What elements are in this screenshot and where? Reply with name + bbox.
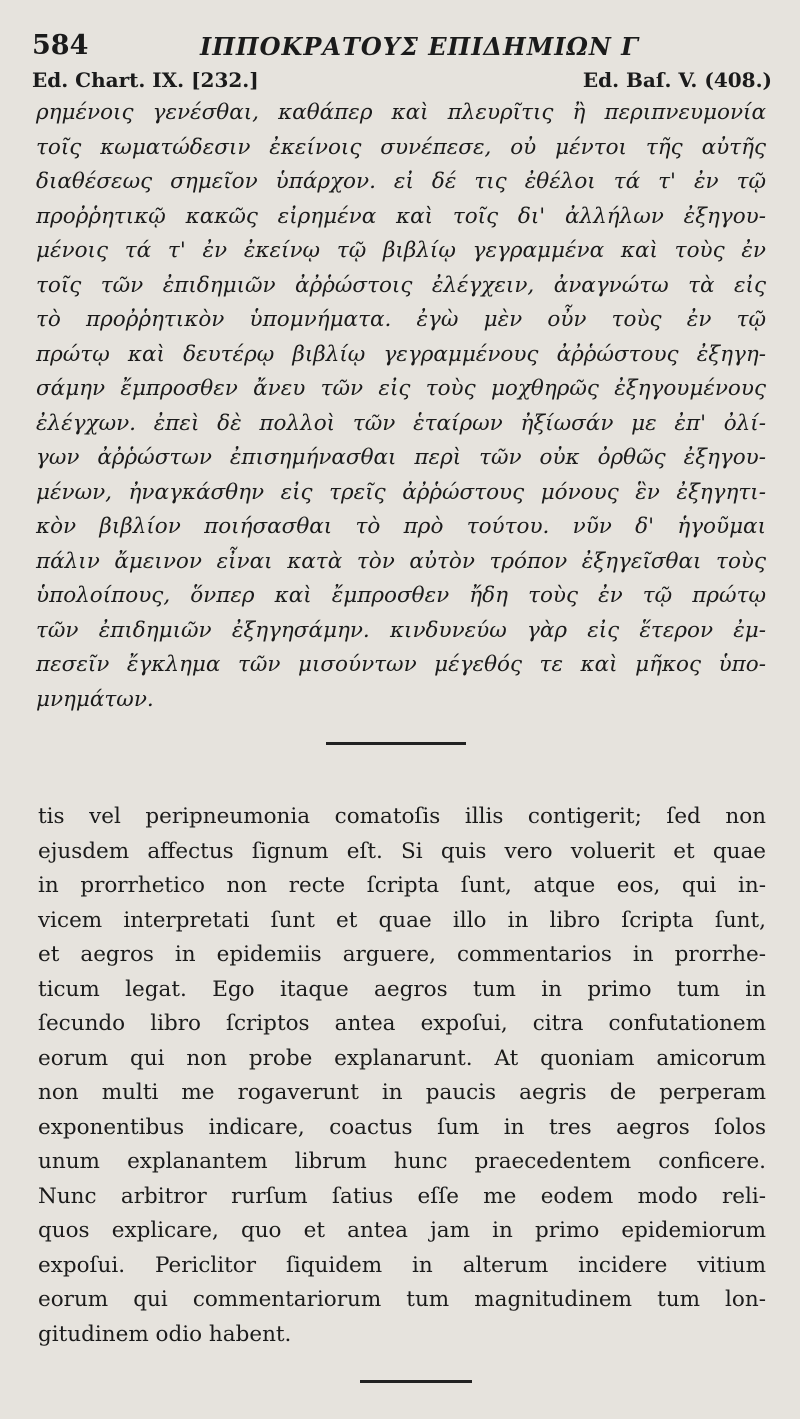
greek-line: τοῖς κωματώδεσιν ἐκείνοις συνέπεσε, οὐ μέντοι τῆς αὐτῆς (36, 134, 766, 160)
latin-line: ſecundo libro ſcriptos antea expoſui, citra confutationem (38, 1011, 766, 1036)
latin-line: exponentibus indicare, coactus ſum in tres aegros ſolos (38, 1114, 766, 1140)
greek-line: προῤῥητικῷ κακῶς εἰρημένα καὶ τοῖς δι' ἀλλήλων ἐξηγου- (36, 203, 766, 229)
latin-line: ejusdem affectus ſignum eſt. Si quis vero voluerit et quae (38, 838, 766, 864)
greek-line: τῶν ἐπιδημιῶν ἐξηγησάμην. κινδυνεύω γὰρ εἰς ἕτερον ἐμ- (36, 617, 766, 643)
latin-line: vicem interpretati ſunt et quae illo in libro ſcripta ſunt, (38, 907, 766, 933)
latin-line: unum explanantem librum hunc praecedentem conficere. (38, 1149, 766, 1174)
greek-line: μένων, ἠναγκάσθην εἰς τρεῖς ἀῤῥώστους μόνους ἓν ἐξηγητι- (36, 479, 766, 505)
latin-line: expoſui. Periclitor ſiquidem in alterum incidere vitium (38, 1252, 766, 1278)
latin-line: gitudinem odio habent. (38, 1321, 292, 1347)
page-number: 584 (32, 30, 89, 61)
greek-line: διαθέσεως σημεῖον ὑπάρχον. εἰ δέ τις ἐθέλοι τά τ' ἐν τῷ (36, 169, 766, 194)
greek-line: πεσεῖν ἔγκλημα τῶν μισούντων μέγεθός τε καὶ μῆκος ὑπο- (36, 652, 766, 677)
latin-line: quos explicare, quo et antea jam in primo epidemiorum (38, 1218, 766, 1243)
end-divider (360, 1380, 472, 1383)
latin-line: et aegros in epidemiis arguere, commentarios in prorrhe- (38, 942, 766, 967)
edition-references (32, 68, 772, 96)
page-header (32, 30, 772, 66)
latin-line: eorum qui non probe explanarunt. At quoniam amicorum (38, 1045, 766, 1071)
latin-line: tis vel peripneumonia comatoſis illis contigerit; ſed non (38, 804, 766, 829)
greek-line: σάμην ἔμπροσθεν ἄνευ τῶν εἰς τοὺς μοχθηρῶς ἐξηγουμένους (36, 376, 766, 401)
greek-line: γων ἀῤῥώστων ἐπισημήνασθαι περὶ τῶν οὐκ ὀρθῶς ἐξηγου- (36, 445, 766, 470)
greek-line: ὑπολοίπους, ὅνπερ καὶ ἔμπροσθεν ἤδη τοὺς ἐν τῷ πρώτῳ (36, 583, 766, 608)
greek-line: τὸ προῤῥητικὸν ὑπομνήματα. ἐγὼ μὲν οὖν τοὺς ἐν τῷ (36, 307, 766, 332)
latin-line: in prorrhetico non recte ſcripta ſunt, atque eos, qui in- (38, 873, 766, 898)
running-title: ΙΠΠΟΚΡΑΤΟΥΣ ΕΠΙΔΗΜΙΩΝ Γ (200, 32, 640, 61)
greek-line: μένοις τά τ' ἐν ἐκείνῳ τῷ βιβλίῳ γεγραμμένα καὶ τοὺς ἐν (36, 238, 766, 263)
latin-line: eorum qui commentariorum tum magnitudinem tum lon- (38, 1287, 766, 1312)
latin-line: non multi me rogaverunt in paucis aegris de perperam (38, 1080, 766, 1105)
greek-line: πάλιν ἄμεινον εἶναι κατὰ τὸν αὐτὸν τρόπον ἐξηγεῖσθαι τοὺς (36, 548, 766, 574)
edition-ref-chartier: Ed. Chart. IX. [232.] (32, 68, 259, 92)
section-divider (326, 742, 466, 745)
greek-line: ρημένοις γενέσθαι, καθάπερ καὶ πλευρῖτις ἢ περιπνευμονία (36, 100, 766, 125)
greek-line: τοῖς τῶν ἐπιδημιῶν ἀῤῥώστοις ἐλέγχειν, ἀναγνώτω τὰ εἰς (36, 272, 766, 298)
latin-line: ticum legat. Ego itaque aegros tum in primo tum in (38, 976, 766, 1002)
greek-text-block (36, 96, 766, 717)
greek-line: κὸν βιβλίον ποιήσασθαι τὸ πρὸ τούτου. νῦν δ' ἡγοῦμαι (36, 514, 766, 539)
greek-line: ἐλέγχων. ἐπεὶ δὲ πολλοὶ τῶν ἑταίρων ἠξίωσάν με ἐπ' ὀλί- (36, 410, 766, 436)
latin-text-block (38, 800, 766, 1352)
greek-line: μνημάτων. (36, 686, 154, 712)
greek-line: πρώτῳ καὶ δευτέρῳ βιβλίῳ γεγραμμένους ἀῤῥώστους ἐξηγη- (36, 341, 766, 367)
edition-ref-basel: Ed. Baſ. V. (408.) (582, 68, 772, 92)
latin-line: Nunc arbitror rurſum ſatius eſſe me eodem modo reli- (38, 1183, 766, 1209)
